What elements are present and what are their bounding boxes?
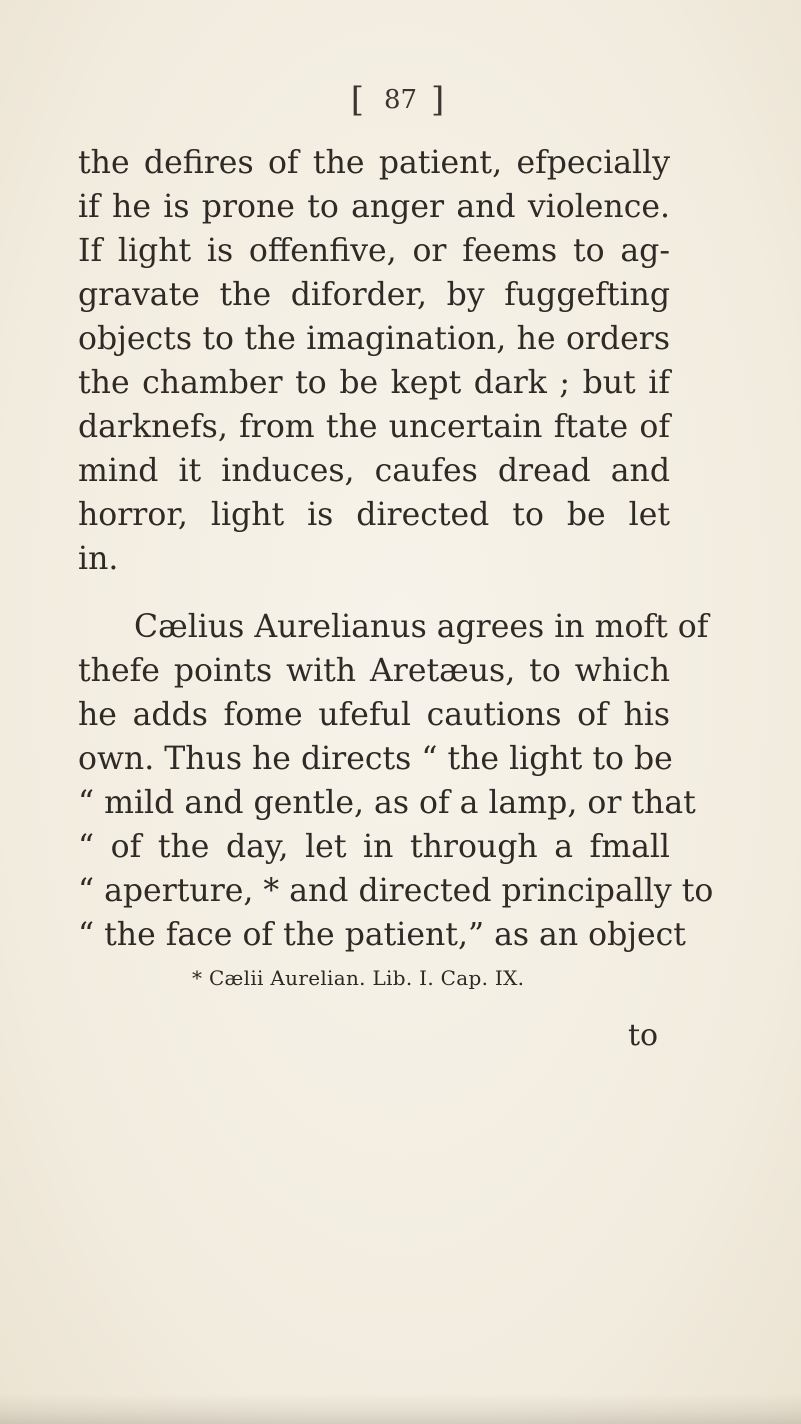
text-line: “ mild and gentle, as of a lamp, or that xyxy=(78,785,696,821)
text-line: Cælius Aurelianus agrees in moft of xyxy=(134,609,709,645)
text-line: he adds fome ufeful cautions of his xyxy=(78,697,670,733)
text-line: objects to the imagination, he orders xyxy=(78,321,670,357)
text-line: thefe points with Aretæus, to which xyxy=(78,653,670,689)
page-number: 87 xyxy=(383,85,418,115)
text-line: If light is offenfive, or feems to ag- xyxy=(78,233,670,269)
page-bottom-edge xyxy=(0,1394,801,1424)
text-line: “ aperture, * and directed principally to xyxy=(78,873,714,909)
text-line: if he is prone to anger and violence. xyxy=(78,189,670,225)
text-line: in. xyxy=(78,541,119,577)
text-line: gravate the diforder, by fuggefting xyxy=(78,277,670,313)
catchword: to xyxy=(628,1018,659,1053)
text-line: mind it induces, caufes dread and xyxy=(78,453,670,489)
text-line: the chamber to be kept dark ; but if xyxy=(78,365,670,401)
text-line: darknefs, from the uncertain ftate of xyxy=(78,409,670,445)
page-header xyxy=(0,80,801,120)
footnote: * Cælii Aurelian. Lib. I. Cap. IX. xyxy=(192,966,525,990)
header-bracket-open: [ xyxy=(350,80,370,120)
text-line: the defires of the patient, efpecially xyxy=(78,145,670,181)
text-line: horror, light is directed to be let xyxy=(78,497,670,533)
text-line: “ of the day, let in through a fmall xyxy=(78,829,670,865)
text-line: own. Thus he directs “ the light to be xyxy=(78,741,673,777)
text-line: “ the face of the patient,” as an object xyxy=(78,917,686,953)
header-bracket-close: ] xyxy=(431,80,451,120)
